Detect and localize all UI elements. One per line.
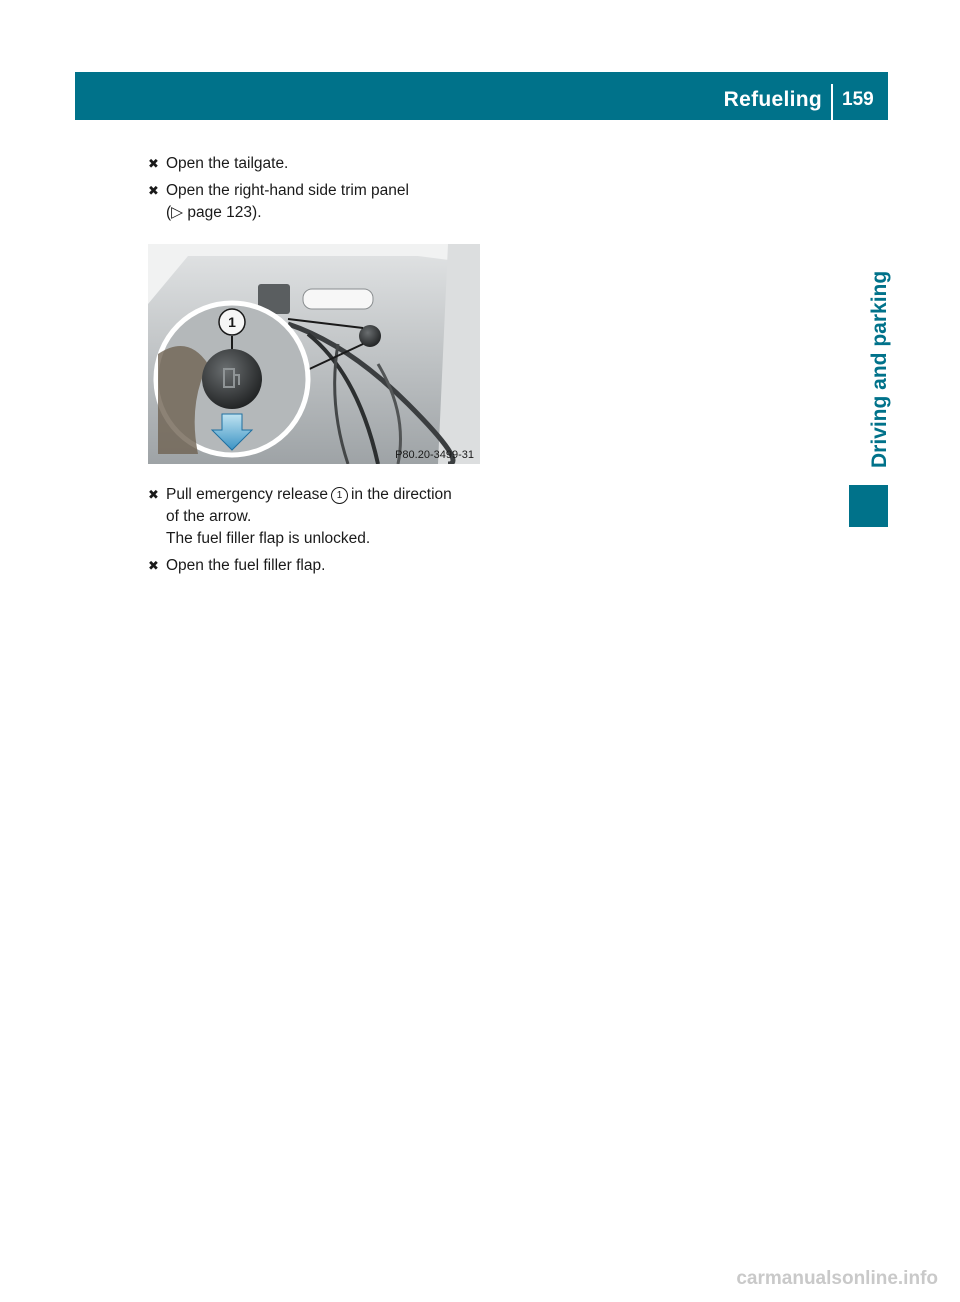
step-open-filler-flap (148, 555, 488, 577)
step-arrow-icon: ✖ (148, 487, 159, 502)
step-text: Pull emergency release (166, 486, 328, 503)
step-open-tailgate (148, 153, 488, 175)
step-text: in the direction (350, 486, 452, 503)
watermark-url: carmanualsonline.info (736, 1268, 938, 1289)
main-content (148, 153, 488, 582)
step-pull-release (148, 484, 488, 550)
step-result: The fuel filler flap is unlocked. (166, 530, 371, 547)
step-open-trim-panel (148, 180, 488, 224)
step-text: Open the tailgate. (166, 155, 289, 172)
emergency-release-photo (148, 244, 480, 464)
step-arrow-icon: ✖ (148, 558, 159, 573)
step-arrow-icon: ✖ (148, 183, 159, 198)
trim-panel-illustration (148, 244, 480, 464)
callout-reference: 1 (331, 487, 348, 504)
step-arrow-icon: ✖ (148, 156, 159, 171)
section-title: Refueling (723, 88, 822, 111)
step-text: of the arrow. (166, 508, 252, 525)
header-divider (831, 84, 833, 120)
figure-code: P80.20-3499-31 (395, 449, 474, 461)
step-text: Open the fuel filler flap. (166, 557, 326, 574)
chapter-marker (849, 485, 888, 527)
step-text: Open the right-hand side trim panel (166, 182, 409, 199)
callout-number: 1 (228, 314, 236, 330)
page-number: 159 (842, 89, 874, 110)
page-reference: (▷ page 123). (166, 204, 262, 221)
header-bar (75, 72, 888, 120)
chapter-label: Driving and parking (868, 270, 891, 468)
